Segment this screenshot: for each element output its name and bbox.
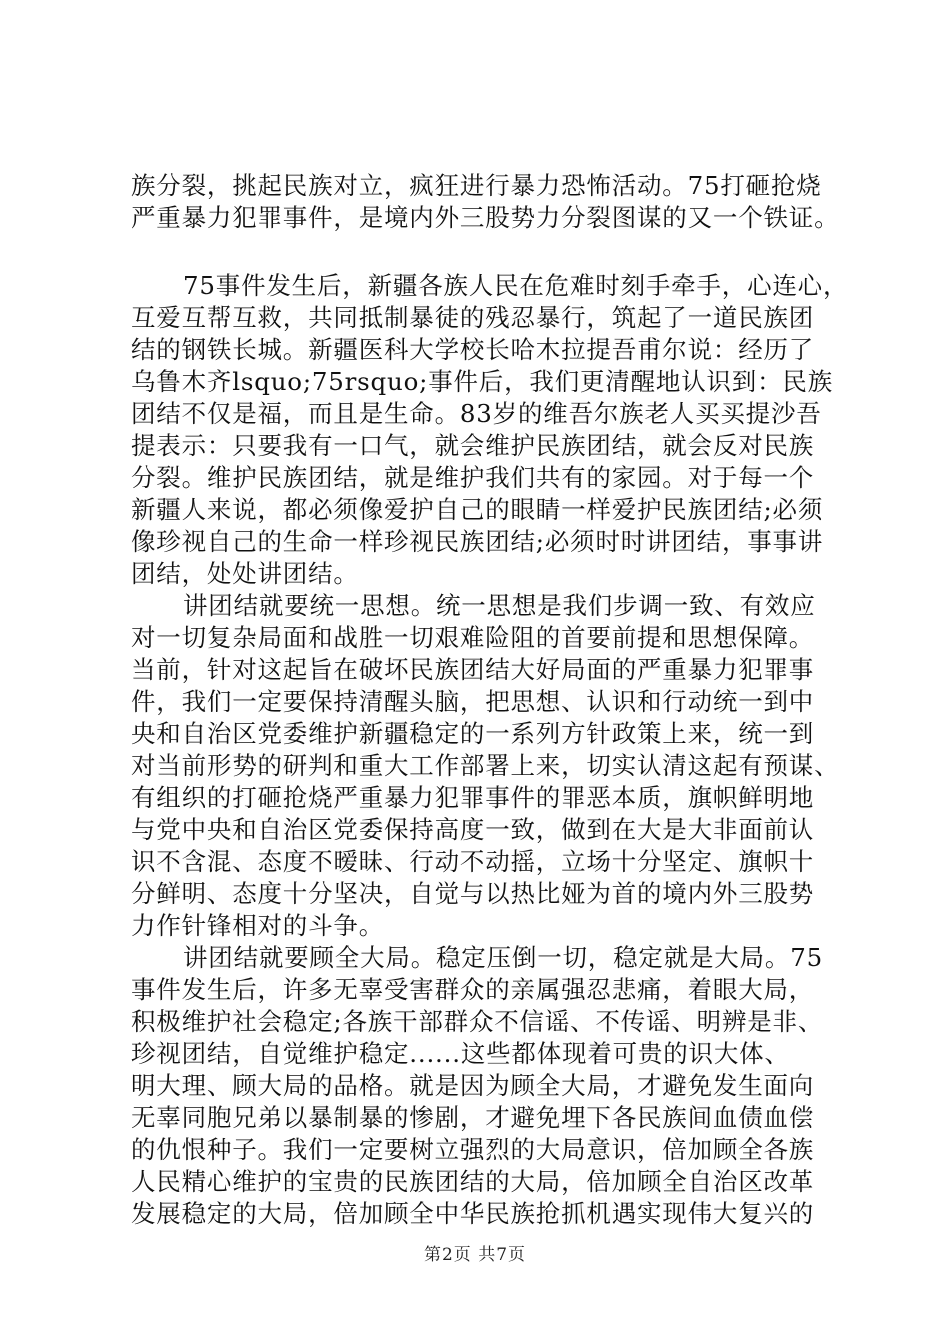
page-footer: 第2页 共7页 [423,1245,527,1265]
text-line: 人民精心维护的宝贵的民族团结的大局，倍加顾全自治区改革 [131,1167,815,1196]
text-line: 与党中央和自治区党委保持高度一致，做到在大是大非面前认 [131,815,815,844]
paragraph [131,270,849,590]
text-line: 分裂。维护民族团结，就是维护我们共有的家园。对于每一个 [131,463,815,492]
paragraph-gap [131,234,831,270]
text-line: 乌鲁木齐lsquo;75rsquo;事件后，我们更清醒地认识到：民族 [131,367,834,396]
text-line: 75事件发生后，新疆各族人民在危难时刻手牵手，心连心， [183,271,849,300]
paragraph [131,590,840,942]
text-line: 像珍视自己的生命一样珍视民族团结;必须时时讲团结，事事讲 [131,527,824,556]
text-line: 团结不仅是福，而且是生命。83岁的维吾尔族老人买买提沙吾 [131,399,822,428]
text-line: 的仇恨种子。我们一定要树立强烈的大局意识，倍加顾全各族 [131,1135,815,1164]
text-line: 对当前形势的研判和重大工作部署上来，切实认清这起有预谋、 [131,751,840,780]
text-line: 对一切复杂局面和战胜一切艰难险阻的首要前提和思想保障。 [131,623,815,652]
text-line: 当前，针对这起旨在破坏民族团结大好局面的严重暴力犯罪事 [131,655,815,684]
text-line: 识不含混、态度不暧昧、行动不动摇，立场十分坚定、旗帜十 [131,847,815,876]
text-line: 力作针锋相对的斗争。 [131,911,384,940]
text-line: 团结，处处讲团结。 [131,559,359,588]
text-line: 结的钢铁长城。新疆医科大学校长哈木拉提吾甫尔说：经历了 [131,335,815,364]
text-line: 明大理、顾大局的品格。就是因为顾全大局，才避免发生面向 [131,1071,815,1100]
paragraph [131,942,831,1230]
text-line: 互爱互帮互救，共同抵制暴徒的残忍暴行，筑起了一道民族团 [131,303,815,332]
text-line: 发展稳定的大局，倍加顾全中华民族抢抓机遇实现伟大复兴的 [131,1199,815,1228]
text-line: 央和自治区党委维护新疆稳定的一系列方针政策上来，统一到 [131,719,815,748]
text-line: 新疆人来说，都必须像爱护自己的眼睛一样爱护民族团结;必须 [131,495,824,524]
text-line: 讲团结就要统一思想。统一思想是我们步调一致、有效应 [183,591,816,620]
text-line: 族分裂，挑起民族对立，疯狂进行暴力恐怖活动。75打砸抢烧 [131,171,822,200]
text-line: 严重暴力犯罪事件，是境内外三股势力分裂图谋的又一个铁证。 [131,203,840,232]
text-line: 件，我们一定要保持清醒头脑，把思想、认识和行动统一到中 [131,687,815,716]
text-line: 讲团结就要顾全大局。稳定压倒一切，稳定就是大局。75 [183,943,823,972]
text-line: 积极维护社会稳定;各族干部群众不信谣、不传谣、明辨是非、 [131,1007,824,1036]
text-line: 事件发生后，许多无辜受害群众的亲属强忍悲痛，着眼大局， [131,975,815,1004]
document-body [131,170,849,1230]
text-line: 无辜同胞兄弟以暴制暴的惨剧，才避免埋下各民族间血债血偿 [131,1103,815,1132]
text-line: 提表示：只要我有一口气，就会维护民族团结，就会反对民族 [131,431,815,460]
text-line: 分鲜明、态度十分坚决，自觉与以热比娅为首的境内外三股势 [131,879,815,908]
paragraph [131,170,840,234]
text-line: 珍视团结，自觉维护稳定......这些都体现着可贵的识大体、 [131,1039,790,1068]
text-line: 有组织的打砸抢烧严重暴力犯罪事件的罪恶本质，旗帜鲜明地 [131,783,815,812]
